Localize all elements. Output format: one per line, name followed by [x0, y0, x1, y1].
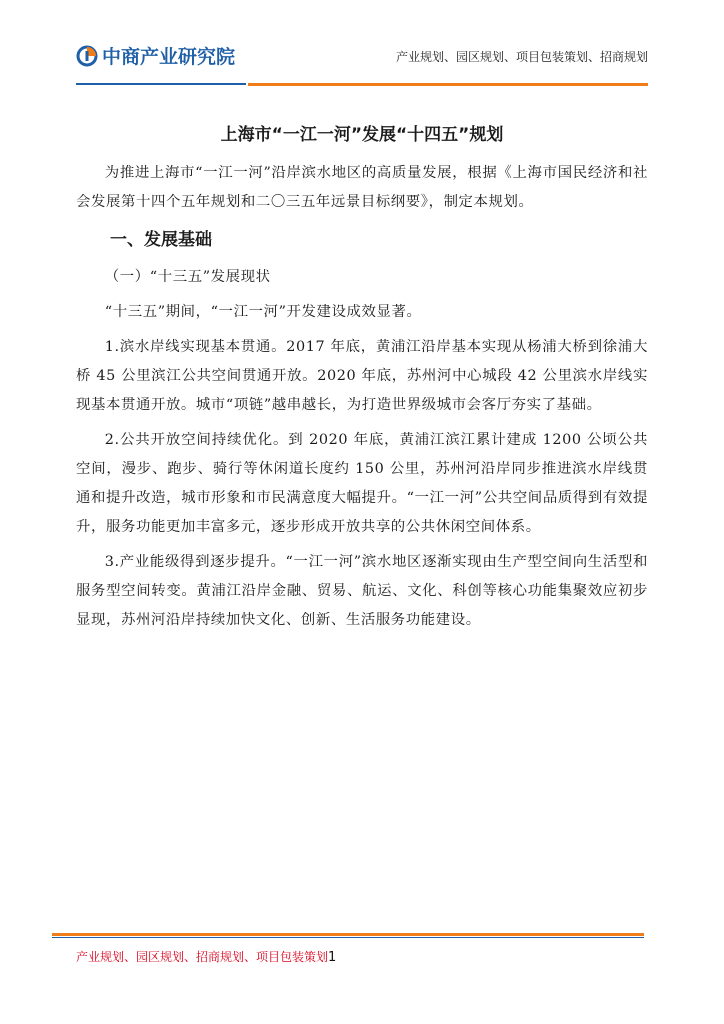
header-divider-orange	[248, 83, 648, 86]
page-number: 1	[328, 950, 337, 965]
footer-divider-orange	[52, 933, 644, 936]
item-paragraph-3: 3.产业能级得到逐步提升。“一江一河”滨水地区逐渐实现由生产型空间向生活型和服务型空间转变。黄浦江沿岸金融、贸易、航运、文化、科创等核心功能集聚效应初步显现，苏州河沿岸持续加快文化、创新、生活服务功能建设。	[76, 554, 648, 628]
page-header	[0, 0, 724, 90]
section-heading: 一、发展基础	[110, 230, 212, 250]
document-title: 上海市“一江一河”发展“十四五”规划	[220, 125, 504, 145]
document-body	[76, 120, 648, 641]
item-paragraph-2: 2.公共开放空间持续优化。到 2020 年底，黄浦江滨江累计建成 1200 公顷公共空间，漫步、跑步、骑行等休闲道长度约 150 公里，苏州河沿岸同步推进滨水岸线贯通和提升改造，城市形象和市民满意度大幅提升。“一江一河”公共空间品质得到有效提升，服务功能更加丰富多元，逐步形成开放共享的公共休闲空间体系。	[76, 432, 648, 535]
header-divider-blue	[76, 83, 246, 85]
footer-divider-blue	[52, 937, 644, 938]
header-tagline: 产业规划、园区规划、项目包装策划、招商规划	[395, 50, 648, 64]
logo-icon	[76, 45, 98, 67]
subsection-heading: （一）“十三五”发展现状	[104, 269, 271, 285]
summary-paragraph: “十三五”期间，“一江一河”开发建设成效显著。	[104, 304, 422, 320]
footer-tagline: 产业规划、园区规划、招商规划、项目包装策划	[76, 950, 329, 964]
brand-logo[interactable]	[76, 42, 235, 69]
logo-text: 中商产业研究院	[102, 46, 236, 68]
page-footer	[76, 948, 336, 965]
intro-paragraph: 为推进上海市“一江一河”沿岸滨水地区的高质量发展，根据《上海市国民经济和社会发展第十四个五年规划和二〇三五年远景目标纲要》，制定本规划。	[76, 165, 648, 210]
item-paragraph-1: 1.滨水岸线实现基本贯通。2017 年底，黄浦江沿岸基本实现从杨浦大桥到徐浦大桥 45 公里滨江公共空间贯通开放。2020 年底，苏州河中心城段 42 公里滨水岸线实现基本贯通开放。城市“项链”越串越长，为打造世界级城市会客厅夯实了基础。	[76, 339, 648, 413]
